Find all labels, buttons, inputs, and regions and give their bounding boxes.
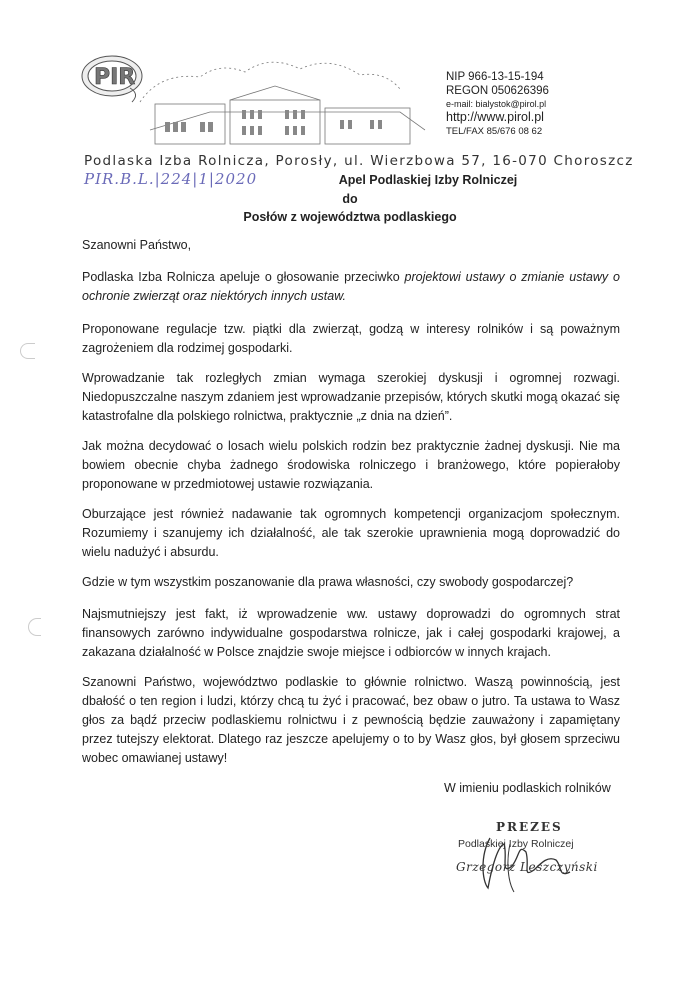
paragraph-2: Proponowane regulacje tzw. piątki dla zwierząt, godzą w interesy rolników i są poważnym zagrożeniem dla rodzimej gospodarki.	[82, 322, 620, 355]
organization-logo	[70, 42, 430, 150]
tel-fax-number: TEL/FAX 85/676 08 62	[446, 125, 543, 137]
paragraph-3: Wprowadzanie tak rozległych zmian wymaga szerokiej dyskusji i ogromnej rozwagi. Niedopuszczalne naszym zdaniem jest wprowadzanie przepisów, których skutki mogą okazać się katastrofalne dla polskiego rolnictwa, praktycznie „z dnia na dzień”.	[82, 371, 620, 423]
scan-punch-mark	[20, 343, 35, 359]
logo-text: PIR	[94, 65, 136, 90]
paragraph-6: Gdzie w tym wszystkim poszanowanie dla prawa własności, czy swobody gospodarczej?	[82, 575, 574, 589]
document-title: Apel Podlaskiej Izby Rolniczej	[338, 173, 518, 187]
stamp-name: Grzegorz Leszczyński	[456, 860, 598, 874]
document-title-to: do	[342, 192, 358, 206]
handwritten-reference-number: PIR.B.L.|224|1|2020	[84, 170, 258, 188]
scan-punch-mark	[28, 618, 41, 636]
handwritten-signature	[470, 826, 590, 896]
paragraph-1	[82, 268, 620, 306]
email-address: e-mail: bialystok@pirol.pl	[446, 98, 547, 109]
salutation: Szanowni Państwo,	[82, 238, 192, 252]
regon-number: REGON 050626396	[446, 85, 549, 98]
paragraph-4: Jak można decydować o losach wielu polskich rodzin bez praktycznie żadnej dyskusji. Nie ma bowiem obecnie chyba żadnego środowiska rolniczego i branżowego, które popierałoby proponowane w przedmiotowej ustawie rozwiązania.	[82, 439, 620, 491]
paragraph-8: Szanowni Państwo, województwo podlaskie to głównie rolnictwo. Waszą powinnością, jest dbałość o ten region i ludzi, którzy chcą tu żyć i pracować, bez obaw o jutro. Ta ustawa to Wasz głos za bądź przeciw podlaskiemu rolnictwu i z pewnością będzie zauważony i zapamiętany przez tutejszy elektorat. Dlatego raz jeszcze apelujemy o to by Wasz głos, był głosem sprzeciwu wobec omawianej ustawy!	[82, 675, 620, 765]
stamp-organization: Podlaskiej Izby Rolniczej	[458, 838, 574, 850]
nip-number: NIP 966-13-15-194	[446, 71, 544, 83]
contact-block	[446, 70, 549, 138]
closing-line: W imieniu podlaskich rolników	[444, 781, 611, 795]
stamp-title: PREZES	[496, 820, 563, 834]
paragraph-1-text: Podlaska Izba Rolnicza apeluje o głosowanie przeciwko	[82, 270, 405, 284]
paragraph-5: Oburzające jest również nadawanie tak ogromnych kompetencji organizacjom społecznym. Rozumiemy i szanujemy ich działalność, ale tak szerokie uprawnienia mogą doprowadzić do wielu nadużyć i absurdu.	[82, 507, 620, 559]
paragraph-1-italic: projektowi ustawy o zmianie ustawy o ochronie zwierząt oraz niektórych innych ustaw.	[82, 270, 620, 303]
website-address: http://www.pirol.pl	[446, 110, 544, 124]
document-title-recipients: Posłów z województwa podlaskiego	[243, 210, 457, 224]
organization-address-line: Podlaska Izba Rolnicza, Porosły, ul. Wierzbowa 57, 16-070 Choroszcz	[84, 153, 634, 169]
paragraph-7: Najsmutniejszy jest fakt, iż wprowadzenie ww. ustawy doprowadzi do ogromnych strat finansowych zarówno indywidualne gospodarstwa rolnicze, jak i całej gospodarki krajowej, a zakazana działalność w Polsce znajdzie swoje miejsce i odbiorców w innych krajach.	[82, 607, 620, 659]
